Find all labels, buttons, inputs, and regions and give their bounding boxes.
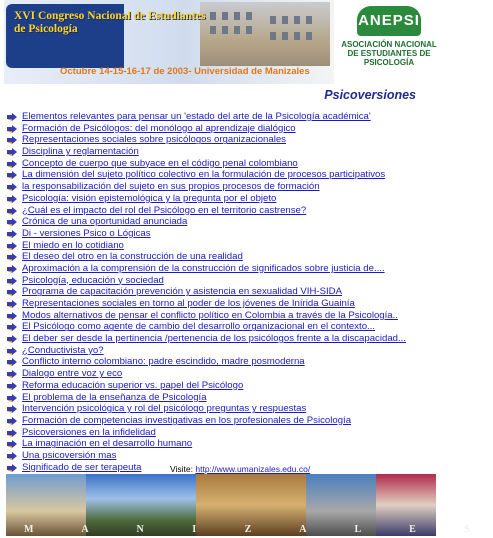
article-link[interactable]: Disciplina y reglamentación xyxy=(22,146,139,158)
arrow-bullet-icon xyxy=(7,440,17,448)
arrow-bullet-icon xyxy=(7,358,17,366)
article-link[interactable]: El miedo en lo cotidiano xyxy=(22,239,124,251)
arrow-bullet-icon xyxy=(7,230,17,238)
list-item xyxy=(6,240,436,252)
article-link[interactable]: Psicología: visión epistemológica y la pregunta por el objeto xyxy=(22,192,277,204)
article-link[interactable]: El problema de la enseñanza de Psicología xyxy=(22,391,207,403)
arrow-bullet-icon xyxy=(7,242,17,250)
arrow-bullet-icon xyxy=(7,253,17,261)
list-item xyxy=(6,392,436,404)
list-item xyxy=(6,169,436,181)
list-item xyxy=(6,286,436,298)
list-item xyxy=(6,427,436,439)
city-name: M A N I Z A L E S xyxy=(24,524,493,535)
article-link[interactable]: ¿Cuál es el impacto del rol del Psicólogo en el territorio castrense? xyxy=(22,204,307,216)
arrow-bullet-icon xyxy=(7,265,17,273)
article-link[interactable]: Di - versiones Psico o Lógicas xyxy=(22,227,151,239)
list-item xyxy=(6,216,436,228)
arrow-bullet-icon xyxy=(7,312,17,320)
list-item xyxy=(6,356,436,368)
anepsi-block xyxy=(340,6,438,84)
article-link[interactable]: Representaciones sociales en torno al poder de los jóvenes de Inírida Guainía xyxy=(22,298,355,309)
article-link[interactable]: Formación de Psicólogos: del monólogo al aprendizaje dialógico xyxy=(22,122,296,134)
list-item xyxy=(6,181,436,193)
article-link[interactable]: Significado de ser terapeuta xyxy=(22,461,142,473)
arrow-bullet-icon xyxy=(7,452,17,460)
article-link[interactable]: Concepto de cuerpo que subyace en el código penal colombiano xyxy=(22,157,298,169)
arrow-bullet-icon xyxy=(7,183,17,191)
arrow-bullet-icon xyxy=(7,323,17,331)
arrow-bullet-icon xyxy=(7,347,17,355)
list-item xyxy=(6,298,436,310)
arrow-bullet-icon xyxy=(7,417,17,425)
article-link[interactable]: Formación de competencias investigativas en los profesionales de Psicología xyxy=(22,414,352,426)
list-item xyxy=(6,438,436,450)
list-item xyxy=(6,263,436,275)
article-link[interactable]: Psicoversiones en la infidelidad xyxy=(22,426,156,438)
list-item xyxy=(6,134,436,146)
arrow-bullet-icon xyxy=(7,300,17,308)
list-item xyxy=(6,321,436,333)
article-link[interactable]: Elementos relevantes para pensar un 'estado del arte de la Psicología académica' xyxy=(22,111,371,122)
article-link[interactable]: ¿Conductivista yo? xyxy=(22,344,104,356)
list-item xyxy=(6,205,436,217)
list-item xyxy=(6,228,436,240)
arrow-bullet-icon xyxy=(7,125,17,133)
article-link[interactable]: Programa de capacitación prevención y asistencia en sexualidad VIH-SIDA xyxy=(22,286,342,298)
list-item xyxy=(6,403,436,415)
article-link[interactable]: Representaciones sociales sobre psicólogos organizacionales xyxy=(22,134,286,146)
article-link[interactable]: Dialogo entre voz y eco xyxy=(22,368,123,380)
visit-line xyxy=(170,464,310,474)
article-link[interactable]: La dimensión del sujeto político colectivo en la formulación de procesos participativos xyxy=(22,169,386,181)
article-link[interactable]: Modos alternativos de pensar el conflicto político en Colombia a través de la Psicología.. xyxy=(22,309,398,321)
manizales-banner xyxy=(6,474,493,536)
visit-link[interactable]: http://www.umanizales.edu.co/ xyxy=(195,464,311,474)
arrow-bullet-icon xyxy=(7,382,17,390)
arrow-bullet-icon xyxy=(7,171,17,179)
article-link[interactable]: Crónica de una oportunidad anunciada xyxy=(22,216,188,228)
arrow-bullet-icon xyxy=(7,370,17,378)
section-title: Psicoversiones xyxy=(324,88,416,102)
arrow-bullet-icon xyxy=(7,394,17,402)
anepsi-logo: ANEPSI xyxy=(357,6,421,36)
arrow-bullet-icon xyxy=(7,277,17,285)
list-item xyxy=(6,123,436,135)
congress-banner xyxy=(4,0,334,84)
list-item xyxy=(6,380,436,392)
arrow-bullet-icon xyxy=(7,335,17,343)
article-link[interactable]: Una psicoversión mas xyxy=(22,449,117,461)
list-item xyxy=(6,310,436,322)
list-item xyxy=(6,345,436,357)
list-item xyxy=(6,158,436,170)
article-link[interactable]: El deseo del otro en la construcción de una realidad xyxy=(22,251,243,263)
list-item xyxy=(6,251,436,263)
anepsi-name: ASOCIACIÓN NACIONAL DE ESTUDIANTES DE PSICOLOGÍA xyxy=(341,40,437,67)
arrow-bullet-icon xyxy=(7,464,17,472)
list-item xyxy=(6,111,436,123)
university-photo xyxy=(200,2,330,66)
header-banner xyxy=(0,0,440,84)
article-link[interactable]: Intervención psicológica y rol del psicólogo preguntas y respuestas xyxy=(22,403,307,415)
list-item xyxy=(6,368,436,380)
arrow-bullet-icon xyxy=(7,136,17,144)
arrow-bullet-icon xyxy=(7,113,17,121)
article-list xyxy=(6,111,436,485)
arrow-bullet-icon xyxy=(7,288,17,296)
article-link[interactable]: Reforma educación superior vs. papel del Psicólogo xyxy=(22,379,244,391)
arrow-bullet-icon xyxy=(7,207,17,215)
list-item xyxy=(6,275,436,287)
list-item xyxy=(6,146,436,158)
list-item xyxy=(6,193,436,205)
article-link[interactable]: La imaginación en el desarrollo humano xyxy=(22,438,193,450)
arrow-bullet-icon xyxy=(7,429,17,437)
article-link[interactable]: Aproximación a la comprensión de la construcción de significados sobre justicia de.... xyxy=(22,262,385,274)
arrow-bullet-icon xyxy=(7,195,17,203)
article-link[interactable]: Psicología, educación y sociedad xyxy=(22,274,164,286)
article-link[interactable]: El Psicólogo como agente de cambio del desarrollo organizacional en el contexto... xyxy=(22,321,376,333)
arrow-bullet-icon xyxy=(7,148,17,156)
congress-date: Octubre 14-15-16-17 de 2003- Universidad de Manizales xyxy=(60,66,310,77)
list-item xyxy=(6,450,436,462)
arrow-bullet-icon xyxy=(7,405,17,413)
article-link[interactable]: la responsabilización del sujeto en sus propios procesos de formación xyxy=(22,181,320,193)
article-link[interactable]: El deber ser desde la pertinencia /pertenencia de los psicólogos frente a la discapacidad... xyxy=(22,333,406,345)
list-item xyxy=(6,415,436,427)
article-link[interactable]: Conflicto interno colombiano: padre escindido, madre posmoderna xyxy=(22,356,305,368)
visit-label: Visite: xyxy=(170,464,193,474)
arrow-bullet-icon xyxy=(7,218,17,226)
arrow-bullet-icon xyxy=(7,160,17,168)
list-item xyxy=(6,333,436,345)
congress-title: XVI Congreso Nacional de Estudiantes de Psicología xyxy=(14,10,206,35)
